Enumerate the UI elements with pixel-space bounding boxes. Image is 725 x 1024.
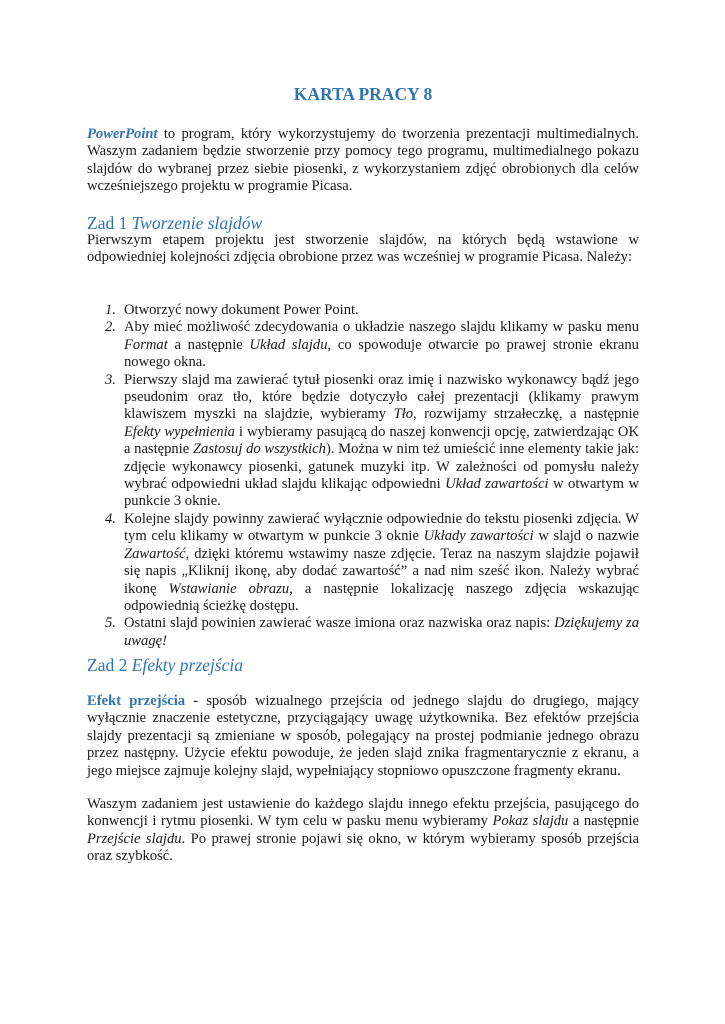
efekt-paragraph (87, 693, 639, 780)
efekt-text: - sposób wizualnego przejścia od jednego slajdu do drugiego, mający wyłącznie znaczenie estetyczne, przyciągający uwagę użytkownika. Bez efektów przejścia slajdy prezentacji są zmieniane w sposób, polegający na prostej podmianie jednego obrazu przez następny. Użycie efektu powoduje, że jeden slajd znika fragmentarycznie z ekranu, a jego miejsce zajmuje kolejny slajd, wypełniający stopniowo opuszczone fragmenty ekranu. (87, 693, 639, 779)
step-text: Otworzyć nowy dokument Power Point. (124, 302, 359, 318)
thank-you-text: Dziękujemy za uwagę! (124, 615, 640, 649)
step-text: a następnie (167, 336, 250, 353)
menu-efekty-wypelnienia: Efekty wypełnienia (124, 423, 235, 440)
zad2-heading-prefix: Zad 2 (87, 655, 132, 675)
intro-paragraph (87, 126, 639, 196)
menu-wstawianie-obrazu: Wstawianie obrazu (168, 580, 290, 597)
menu-przejscie-slajdu: Przejście slajdu (87, 830, 182, 847)
efekt-term: Efekt przejścia (87, 693, 186, 709)
step-number: 1. (105, 302, 116, 318)
step-text: Pierwszy slajd ma zawierać tytuł piosenki oraz imię i nazwisko wykonawcy bądź jego pseudonim oraz tło, które będzie dotyczyło całej prezentacji (klikamy prawym klawiszem myszki na slajdzie, wybieramy (124, 371, 639, 423)
zadanie-text: a następnie (568, 813, 639, 830)
step-1 (87, 302, 639, 319)
step-4 (87, 511, 639, 615)
step-text: , co spowoduje otwarcie po prawej stronie ekranu nowego okna. (124, 336, 639, 371)
step-5 (87, 615, 639, 650)
step-number: 2. (105, 319, 116, 336)
document-title: KARTA PRACY 8 (293, 84, 433, 104)
zad2-heading-title: Efekty przejścia (131, 655, 243, 675)
menu-zastosuj-do-wszystkich: Zastosuj do wszystkich (192, 441, 326, 458)
zad1-paragraph: Pierwszym etapem projektu jest stworzenie slajdów, na których będą wstawione w odpowiedniej kolejności zdjęcia obrobione przez was wcześniej w programie Picasa. Należy: (87, 232, 639, 266)
zad1-heading-title: Tworzenie slajdów (131, 213, 263, 233)
step-text: w slajd o nazwie (533, 528, 639, 545)
zadanie-text: . Po prawej stronie pojawi się okno, w którym wybieramy sposób przejścia oraz szybkość. (87, 830, 639, 865)
zad1-heading (87, 213, 262, 233)
step-text: i wybieramy pasującą do naszej konwencji opcję, zatwierdzając OK a następnie (124, 423, 639, 458)
menu-uklad-slajdu: Układ slajdu (249, 336, 328, 353)
step-text: Kolejne slajdy powinny zawierać wyłącznie odpowiednie do tekstu piosenki zdjęcia. W tym celu klikamy w otwartym w punkcie 3 oknie (124, 510, 639, 545)
zad2-heading (87, 655, 243, 675)
intro-text: to program, który wykorzystujemy do tworzenia prezentacji multimedialnych. Waszym zadaniem będzie stworzenie przy pomocy tego programu, multimedialnego pokazu slajdów do wybranej przez siebie piosenki, z wykorzystaniem zdjęć obrobionych dla celów wcześniejszego projektu w programie Picasa. (87, 126, 639, 195)
step-number: 4. (105, 510, 116, 527)
step-text: Aby mieć możliwość zdecydowania o układzie naszego slajdu klikamy w pasku menu (124, 319, 639, 336)
menu-format: Format (124, 336, 168, 353)
step-text: Ostatni slajd powinien zawierać wasze imiona oraz nazwiska oraz napis: (124, 615, 555, 632)
step-text: , a następnie lokalizację naszego zdjęcia wskazując odpowiednią ścieżkę dostępu. (124, 580, 640, 614)
step-text: w otwartym w punkcie 3 oknie. (124, 476, 640, 510)
step-number: 3. (105, 371, 116, 388)
menu-uklady-zawartosci: Układy zawartości (423, 528, 534, 545)
powerpoint-term: PowerPoint (87, 126, 158, 142)
step-text: ). Można w nim też umieścić inne elementy takie jak: zdjęcie wykonawcy piosenki, gatunek muzyki itp. W zależności od pomysłu należy wybrać odpowiedni układ slajdu klikając odpowiedni (124, 441, 639, 493)
menu-uklad-zawartosci: Układ zawartości (445, 476, 549, 493)
steps-list (87, 302, 639, 650)
step-text: , rozwijamy strzałeczkę, a następnie (413, 406, 640, 423)
step-number: 5. (105, 615, 116, 632)
menu-tlo: Tło (393, 406, 414, 423)
menu-zawartosc: Zawartość (124, 545, 186, 562)
step-text: , dzięki któremu wstawimy nasze zdjęcie. Teraz na naszym slajdzie pojawił się napis „Kliknij ikonę, aby dodać zawartość” a nad nim sześć ikon. Należy wybrać ikonę (124, 545, 639, 597)
zadanie-text: Waszym zadaniem jest ustawienie do każdego slajdu innego efektu przejścia, pasującego do konwencji i rytmu piosenki. W tym celu w pasku menu wybieramy (87, 796, 639, 830)
zadanie-paragraph (87, 796, 639, 866)
step-2 (87, 319, 639, 371)
step-3 (87, 372, 639, 511)
menu-pokaz-slajdu: Pokaz slajdu (492, 813, 569, 830)
zad1-heading-prefix: Zad 1 (87, 213, 132, 233)
